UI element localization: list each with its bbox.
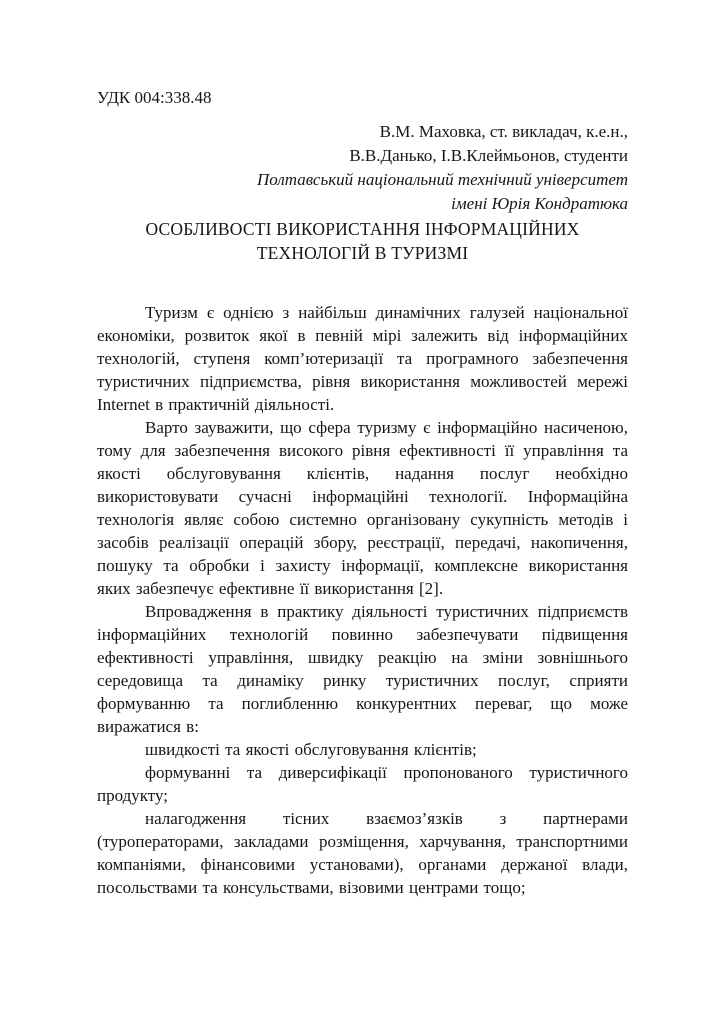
article-title [97,217,628,265]
body-paragraph: Впровадження в практику діяльності туристичних підприємств інформаційних технологій повинно забезпечувати підвищення ефективності управління, швидку реакцію на зміни зовнішнього середовища та динаміку ринку туристичних послуг, сприяти формуванню та поглибленню конкурентних переваг, що може виражатися в: [97,602,628,736]
article-body [97,301,628,899]
udk-code: УДК 004:338.48 [97,88,212,107]
list-item-paragraph: швидкості та якості обслуговування клієнтів; [145,740,477,759]
list-item-paragraph: формуванні та диверсифікації пропонованого туристичного продукту; [97,763,628,805]
author-line: В.В.Данько, І.В.Клеймьонов, студенти [349,146,628,165]
authors-block [97,120,628,216]
author-line: В.М. Маховка, ст. викладач, к.е.н., [379,122,628,141]
affiliation-line: Полтавський національний технічний університет [257,170,628,189]
body-paragraph: Туризм є однією з найбільш динамічних галузей національної економіки, розвиток якої в певній мірі залежить від інформаційних технологій, ступеня комп’ютеризації та програмного забезпечення туристичних підприємства, рівня використання можливостей мережі Internet в практичній діяльності. [97,303,628,414]
affiliation-line: імені Юрія Кондратюка [451,194,628,213]
list-item-paragraph: налагодження тісних взаємоз’язків з партнерами (туроператорами, закладами розміщення, харчування, транспортними компаніями, фінансовими установами), органами держаної влади, посольствами та консульствами, візовими центрами тощо; [97,809,628,897]
article-title-line: ОСОБЛИВОСТІ ВИКОРИСТАННЯ ІНФОРМАЦІЙНИХ [145,219,580,239]
article-title-line: ТЕХНОЛОГІЙ В ТУРИЗМІ [256,243,469,263]
body-paragraph: Варто зауважити, що сфера туризму є інформаційно насиченою, тому для забезпечення високого рівня ефективності її управління та якості обслуговування клієнтів, надання послуг необхідно використовувати сучасні інформаційні технології. Інформаційна технологія являє собою системно організовану сукупність методів і засобів реалізації операцій збору, реєстрації, передачі, накопичення, пошуку та обробки і захисту інформації, комплексне використання яких забезпечує ефективне її використання [2]. [97,418,628,598]
